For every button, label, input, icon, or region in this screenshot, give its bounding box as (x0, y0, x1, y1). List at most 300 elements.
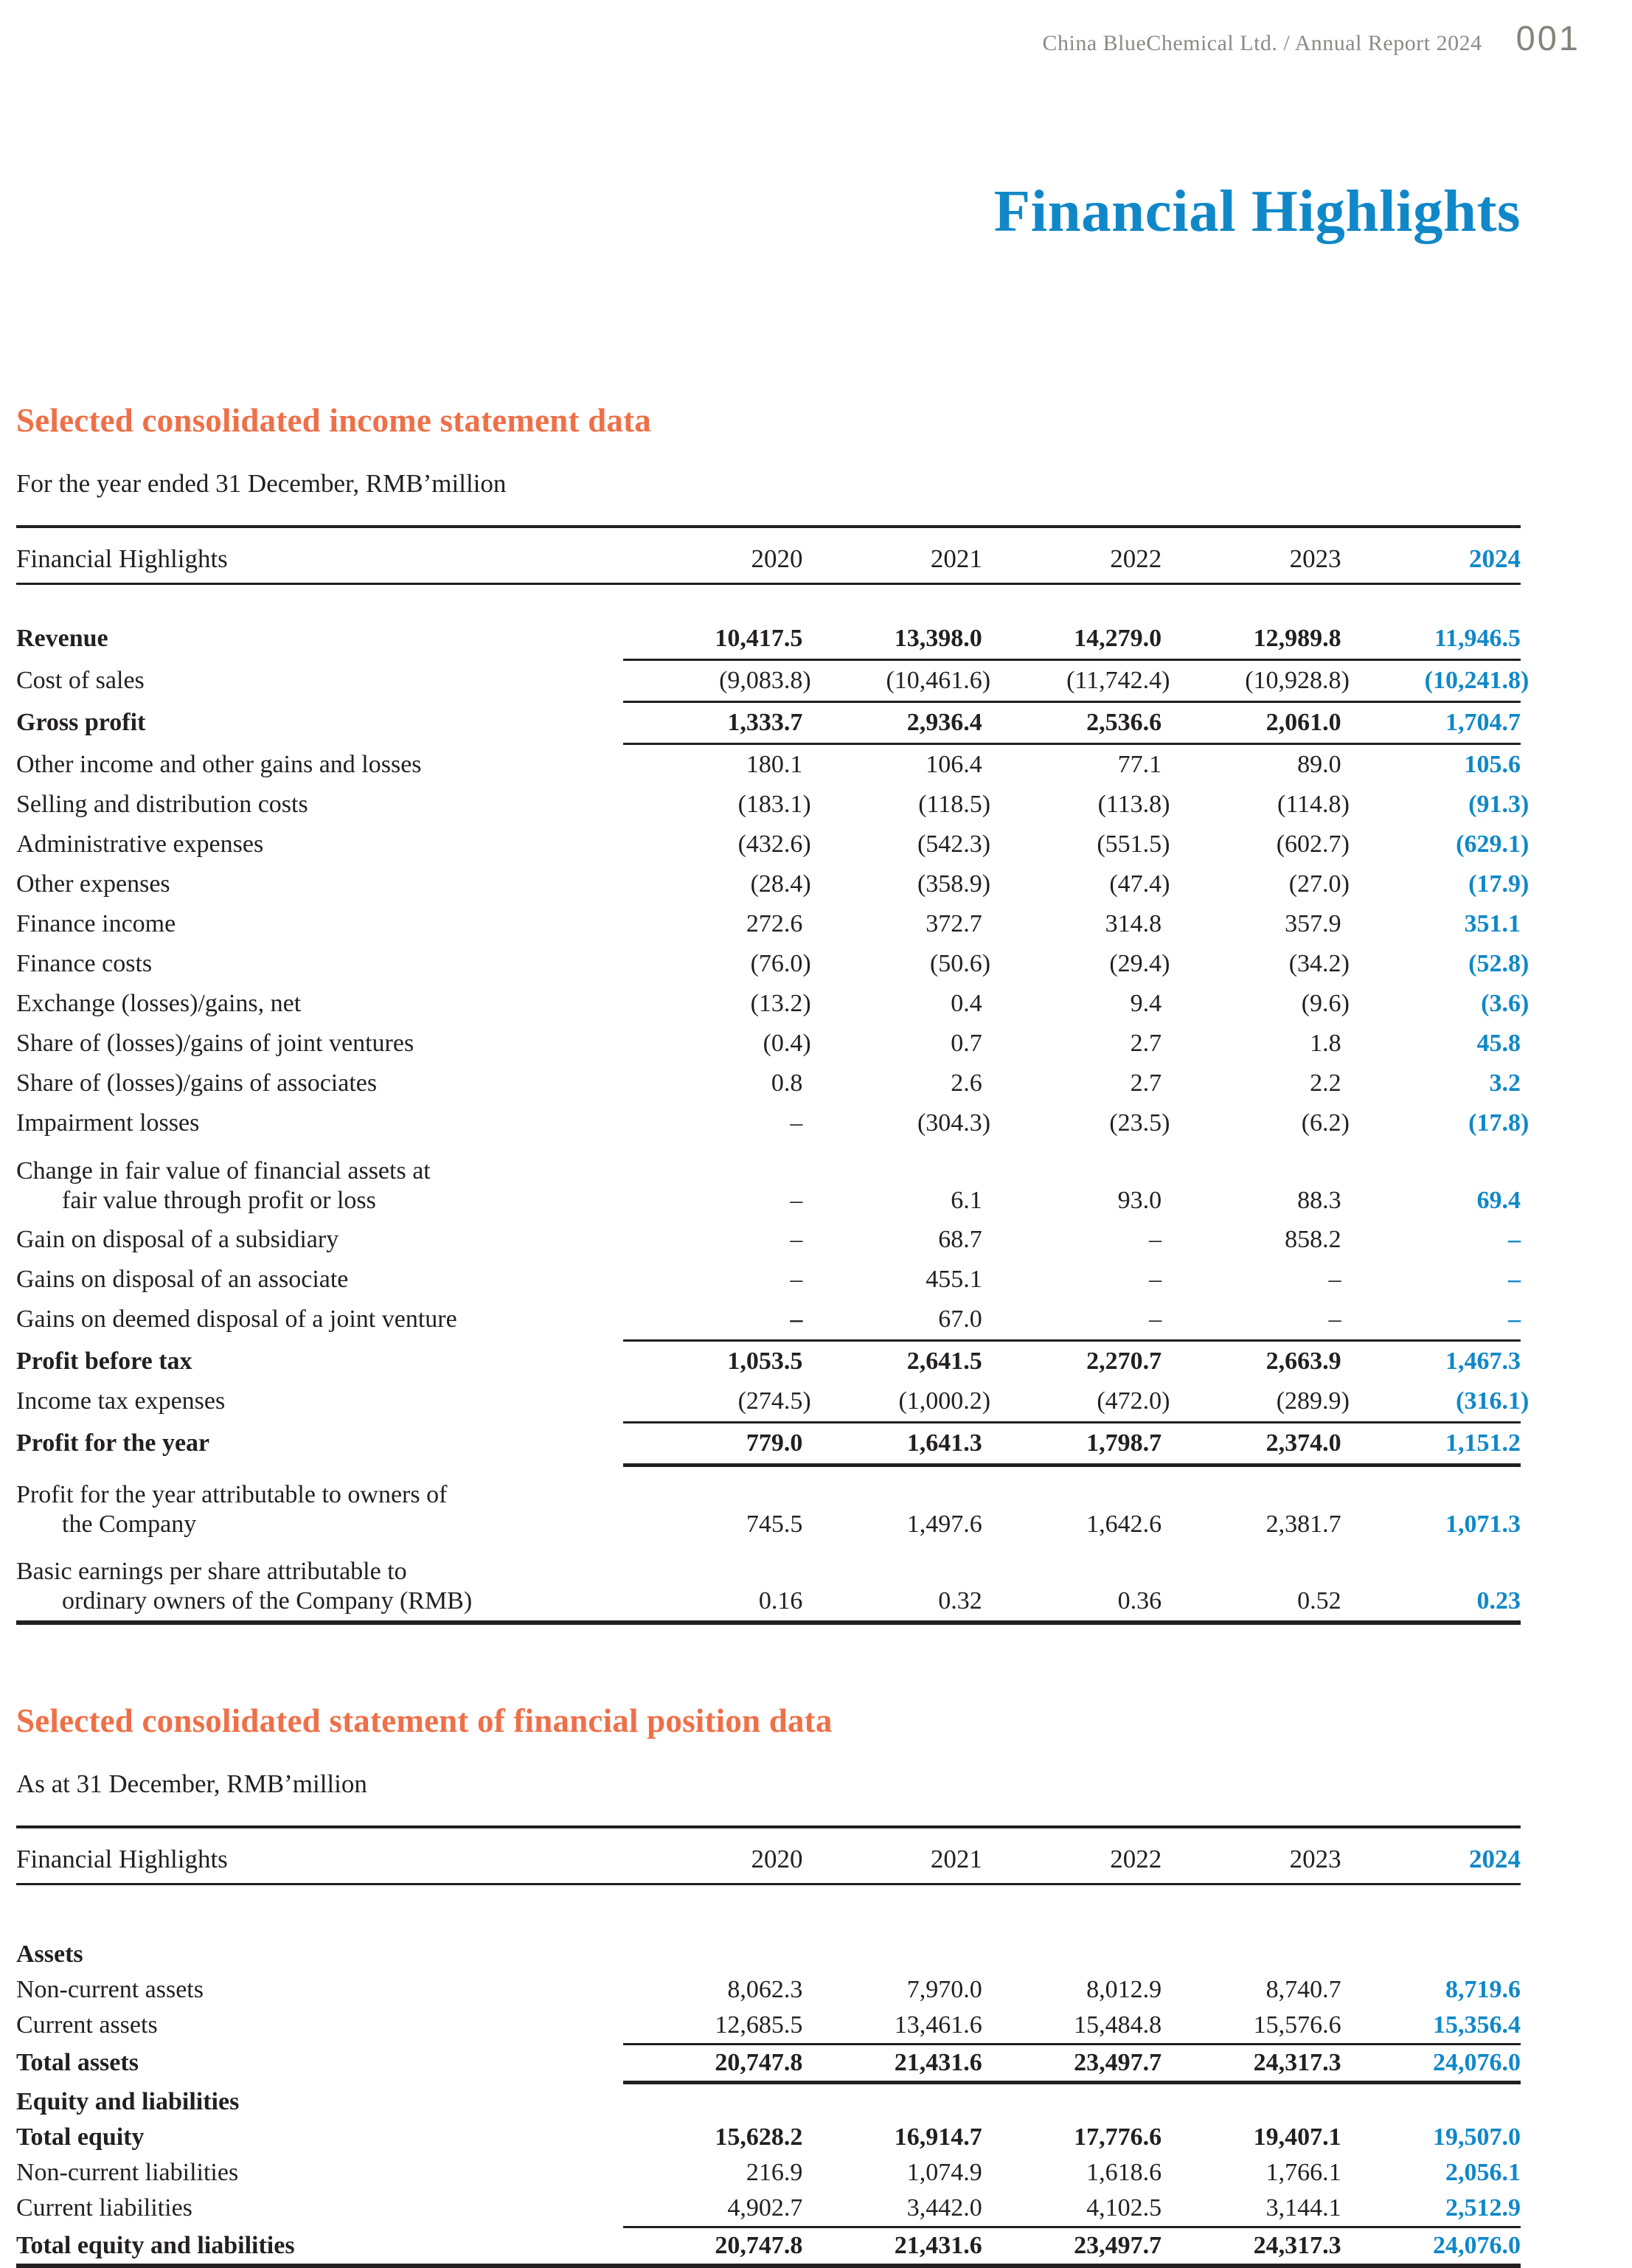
table-row (16, 1381, 1529, 1421)
value-cell: 0.8 (771, 1069, 803, 1097)
hanging-paren: ) (1341, 830, 1350, 858)
value-cell: (289.9) (1162, 1387, 1341, 1416)
row-label-line1: Income tax expenses (16, 1387, 226, 1415)
hanging-paren: ) (982, 666, 991, 694)
value-cell: 19,407.1 (1253, 2123, 1341, 2151)
report-breadcrumb: China BlueChemical Ltd. / Annual Report 2024 (1042, 31, 1482, 55)
value-cell: (10,241.8) (1341, 666, 1521, 696)
hanging-paren: ) (982, 830, 991, 858)
row-label-line1: Selling and distribution costs (16, 790, 308, 818)
value-cell: 0.32 (938, 1586, 982, 1615)
value-cell: (113.8) (982, 790, 1162, 819)
table-label-header: Financial Highlights (16, 1844, 228, 1873)
value-cell: 15,484.8 (1074, 2011, 1162, 2039)
row-label (16, 2231, 623, 2261)
value-cell: – (1507, 1305, 1521, 1333)
value-cell: (47.4) (982, 870, 1162, 899)
row-label (16, 2194, 623, 2223)
row-label (16, 1069, 623, 1098)
value-cell: 20,747.8 (715, 2048, 803, 2076)
value-cell: (3.6) (1341, 989, 1521, 1019)
value-cell: (602.7) (1162, 830, 1341, 859)
row-label-line2: fair value through profit or loss (62, 1186, 376, 1214)
value-cell: 8,062.3 (727, 1975, 803, 2003)
row-label-line1: Profit for the year (16, 1429, 210, 1457)
value-cell: 1,333.7 (727, 708, 803, 736)
row-label-line1: Current liabilities (16, 2194, 192, 2222)
table-row (16, 1024, 1521, 1064)
value-cell: (27.0) (1162, 870, 1341, 899)
value-cell: 19,507.0 (1432, 2123, 1521, 2151)
row-label (16, 2011, 623, 2040)
value-cell: 93.0 (1117, 1186, 1162, 1214)
table-row (16, 984, 1529, 1024)
section-0 (16, 391, 1529, 1625)
value-cell: 6.1 (951, 1186, 982, 1214)
hanging-paren: ) (982, 1109, 991, 1137)
value-cell: 24,076.0 (1432, 2231, 1521, 2259)
hanging-paren: ) (1520, 949, 1529, 977)
value-cell: 1,074.9 (906, 2158, 982, 2186)
value-cell: (17.9) (1341, 870, 1521, 899)
value-cell: (17.8) (1341, 1109, 1521, 1138)
value-cell: (629.1) (1341, 830, 1521, 859)
value-cell: 15,576.6 (1253, 2011, 1341, 2039)
table-spacer (16, 585, 1521, 619)
value-cell: 357.9 (1285, 909, 1341, 937)
value-cell: (50.6) (802, 949, 982, 979)
value-cell: 4,902.7 (727, 2194, 803, 2222)
row-label-line1: Other expenses (16, 870, 170, 898)
table-header-row (16, 1828, 1521, 1883)
value-cell: 7,970.0 (906, 1975, 982, 2003)
value-cell: 9.4 (1130, 989, 1162, 1017)
value-cell: (9.6) (1162, 989, 1341, 1019)
row-label-line1: Gains on disposal of an associate (16, 1265, 349, 1293)
table-row (16, 2228, 1521, 2264)
value-cell: (114.8) (1162, 790, 1341, 819)
value-cell: 745.5 (746, 1510, 803, 1538)
value-cell: 1,798.7 (1086, 1429, 1162, 1457)
value-cell: 105.6 (1464, 750, 1521, 778)
value-cell: 2.7 (1130, 1029, 1162, 1057)
table-row (16, 785, 1529, 825)
table-row (16, 1064, 1521, 1103)
value-cell: – (1149, 1265, 1162, 1293)
year-header-2023: 2023 (1289, 1844, 1341, 1873)
value-cell: 21,431.6 (894, 2231, 982, 2259)
table-row (16, 904, 1521, 944)
value-cell: 77.1 (1117, 750, 1162, 778)
value-cell: 314.8 (1105, 909, 1162, 937)
year-header-2024: 2024 (1469, 544, 1521, 573)
value-cell: (6.2) (1162, 1109, 1341, 1138)
row-label (16, 830, 623, 859)
hanging-paren: ) (1162, 666, 1170, 694)
value-cell: 372.7 (926, 909, 982, 937)
row-label (16, 666, 623, 696)
hanging-paren: ) (1162, 1387, 1170, 1415)
year-header-2022: 2022 (1110, 1844, 1162, 1873)
value-cell: 21,431.6 (894, 2048, 982, 2076)
value-cell: 2,936.4 (906, 708, 982, 736)
row-label-line1: Assets (16, 1940, 83, 1968)
value-cell: (76.0) (623, 949, 802, 979)
value-cell: – (790, 1186, 803, 1214)
value-cell: 16,914.7 (894, 2123, 982, 2151)
value-cell: 12,989.8 (1253, 624, 1341, 652)
value-cell: 8,012.9 (1086, 1975, 1162, 2003)
row-label (16, 1305, 623, 1334)
row-label (16, 1480, 623, 1539)
value-cell: 3.2 (1489, 1069, 1521, 1097)
value-cell: 0.36 (1117, 1586, 1162, 1615)
value-cell: 1,618.6 (1086, 2158, 1162, 2186)
row-label-line2: the Company (62, 1510, 197, 1538)
value-cell: – (1507, 1225, 1521, 1253)
value-cell: 180.1 (746, 750, 803, 778)
section-heading: Selected consolidated income statement data (16, 402, 651, 439)
row-label-line1: Total equity (16, 2123, 145, 2151)
value-cell: – (1507, 1265, 1521, 1293)
row-label-line1: Change in fair value of financial assets at (16, 1156, 431, 1185)
value-cell: (23.5) (982, 1109, 1162, 1138)
row-label (16, 750, 623, 780)
value-cell: – (790, 1265, 803, 1293)
table-row (16, 2191, 1521, 2226)
row-label (16, 2087, 623, 2117)
value-cell: 2.2 (1310, 1069, 1341, 1097)
value-cell: (183.1) (623, 790, 802, 819)
hanging-paren: ) (1520, 989, 1529, 1017)
value-cell: 88.3 (1297, 1186, 1341, 1214)
row-label-line1: Exchange (losses)/gains, net (16, 989, 302, 1017)
value-cell: 11,946.5 (1434, 624, 1521, 652)
value-cell: 24,076.0 (1432, 2048, 1521, 2076)
row-label (16, 1265, 623, 1294)
value-cell: (274.5) (623, 1387, 802, 1416)
row-label-line1: Total equity and liabilities (16, 2231, 295, 2259)
value-cell: (29.4) (982, 949, 1162, 979)
table-row (16, 1220, 1521, 1260)
hanging-paren: ) (1520, 666, 1529, 694)
table-label-header: Financial Highlights (16, 544, 228, 573)
value-cell: (11,742.4) (982, 666, 1162, 696)
value-cell: 13,461.6 (894, 2011, 982, 2039)
row-label (16, 1557, 623, 1616)
row-label (16, 1029, 623, 1058)
row-label (16, 2158, 623, 2188)
value-cell: 0.4 (951, 989, 982, 1017)
value-cell: 68.7 (938, 1225, 982, 1253)
value-cell: 15,356.4 (1432, 2011, 1521, 2039)
row-label-line1: Finance costs (16, 949, 153, 977)
year-header-2021: 2021 (930, 544, 982, 573)
hanging-paren: ) (1162, 870, 1170, 898)
row-label (16, 790, 623, 819)
table-bottom-rule (16, 2264, 1521, 2268)
hanging-paren: ) (1520, 870, 1529, 898)
row-label-line1: Basic earnings per share attributable to (16, 1557, 407, 1585)
row-label-line1: Administrative expenses (16, 830, 264, 858)
row-label (16, 1940, 623, 1969)
table-row (16, 1260, 1521, 1300)
row-label (16, 1429, 623, 1458)
value-cell: 1,704.7 (1445, 708, 1521, 736)
table-row (16, 864, 1529, 904)
row-label (16, 949, 623, 979)
row-label (16, 1387, 623, 1416)
table-row (16, 1143, 1521, 1220)
value-cell: 2,663.9 (1265, 1347, 1341, 1375)
hanging-paren: ) (802, 830, 811, 858)
hanging-paren: ) (802, 870, 811, 898)
value-cell: (304.3) (802, 1109, 982, 1138)
row-label-line1: Share of (losses)/gains of joint ventures (16, 1029, 414, 1057)
row-label (16, 1225, 623, 1255)
value-cell: (91.3) (1341, 790, 1521, 819)
value-cell: – (1328, 1265, 1341, 1293)
hanging-paren: ) (802, 989, 811, 1017)
value-cell: 2,061.0 (1265, 708, 1341, 736)
row-label-line1: Cost of sales (16, 666, 145, 694)
value-cell: 2.7 (1130, 1069, 1162, 1097)
year-header-2022: 2022 (1110, 544, 1162, 573)
value-cell: 2,641.5 (906, 1347, 982, 1375)
value-cell: 2,056.1 (1445, 2158, 1521, 2186)
hanging-paren: ) (982, 949, 991, 977)
value-cell: (1,000.2) (802, 1387, 982, 1416)
value-cell: 779.0 (746, 1429, 803, 1457)
row-label (16, 1347, 623, 1376)
row-label-line1: Share of (losses)/gains of associates (16, 1069, 378, 1097)
value-cell: 455.1 (926, 1265, 982, 1293)
hanging-paren: ) (1520, 1109, 1529, 1137)
row-label-line1: Gross profit (16, 708, 146, 736)
row-label-line1: Profit before tax (16, 1347, 192, 1375)
row-label-line1: Revenue (16, 624, 108, 652)
table-row (16, 1467, 1521, 1544)
hanging-paren: ) (1162, 830, 1170, 858)
value-cell: (52.8) (1341, 949, 1521, 979)
page-title: Financial Highlights (993, 178, 1521, 244)
value-cell: – (790, 1109, 803, 1137)
value-cell: 23,497.7 (1074, 2231, 1162, 2259)
year-header-2020: 2020 (751, 544, 803, 573)
value-cell: 2,512.9 (1445, 2194, 1521, 2222)
value-cell: 1,467.3 (1445, 1347, 1521, 1375)
value-cell: (10,461.6) (802, 666, 982, 696)
value-cell: 8,740.7 (1265, 1975, 1341, 2003)
hanging-paren: ) (1341, 666, 1350, 694)
hanging-paren: ) (982, 790, 991, 818)
value-cell: 2.6 (951, 1069, 982, 1097)
value-cell: 2,536.6 (1086, 708, 1162, 736)
value-cell: 1,071.3 (1445, 1510, 1521, 1538)
value-cell: – (790, 1225, 803, 1253)
row-label (16, 989, 623, 1019)
hanging-paren: ) (1162, 790, 1170, 818)
value-cell: (10,928.8) (1162, 666, 1341, 696)
value-cell: 4,102.5 (1086, 2194, 1162, 2222)
row-label (16, 2048, 623, 2078)
hanging-paren: ) (1520, 790, 1529, 818)
table-row (16, 1342, 1521, 1381)
table-header-row (16, 528, 1521, 583)
year-header-2020: 2020 (751, 1844, 803, 1873)
value-cell: – (1149, 1225, 1162, 1253)
table-row (16, 619, 1521, 659)
value-cell: 13,398.0 (894, 624, 982, 652)
hanging-paren: ) (1341, 1387, 1350, 1415)
row-label-line1: Profit for the year attributable to owners of (16, 1480, 448, 1508)
value-cell: 23,497.7 (1074, 2048, 1162, 2076)
hanging-paren: ) (1520, 1387, 1529, 1415)
row-label-line1: Current assets (16, 2011, 158, 2039)
table-row (16, 1937, 1521, 1972)
value-cell: 272.6 (746, 909, 803, 937)
value-cell: 0.52 (1297, 1586, 1341, 1615)
row-label (16, 708, 623, 738)
hanging-paren: ) (802, 1029, 811, 1057)
value-cell: 67.0 (938, 1305, 982, 1333)
row-label-line2: ordinary owners of the Company (RMB) (62, 1586, 473, 1615)
section-heading: Selected consolidated statement of financial position data (16, 1702, 833, 1739)
value-cell: (118.5) (802, 790, 982, 819)
table-row (16, 2045, 1521, 2081)
hanging-paren: ) (1162, 949, 1170, 977)
financial-table (16, 525, 1529, 1625)
row-label-line1: Total assets (16, 2048, 139, 2076)
value-cell: 0.23 (1476, 1586, 1521, 1615)
hanging-paren: ) (1520, 830, 1529, 858)
table-row (16, 661, 1529, 701)
hanging-paren: ) (1162, 1109, 1170, 1137)
value-cell: – (790, 1305, 803, 1333)
table-row (16, 2155, 1521, 2191)
section-subtitle: As at 31 December, RMB’million (16, 1769, 367, 1798)
page-number: 001 (1515, 18, 1580, 58)
value-cell: 10,417.5 (715, 624, 803, 652)
value-cell: (9,083.8) (623, 666, 802, 696)
row-label (16, 1156, 623, 1216)
value-cell: (28.4) (623, 870, 802, 899)
hanging-paren: ) (1341, 870, 1350, 898)
row-label-line1: Non-current assets (16, 1975, 204, 2003)
hanging-paren: ) (802, 790, 811, 818)
section-1 (16, 1625, 1521, 2268)
value-cell: 14,279.0 (1074, 624, 1162, 652)
value-cell: – (1149, 1305, 1162, 1333)
year-header-2023: 2023 (1289, 544, 1341, 573)
value-cell: 351.1 (1464, 909, 1521, 937)
value-cell: (472.0) (982, 1387, 1162, 1416)
row-label-line1: Impairment losses (16, 1109, 200, 1137)
value-cell: 45.8 (1476, 1029, 1521, 1057)
value-cell: 1,151.2 (1445, 1429, 1521, 1457)
page-header (1042, 18, 1580, 58)
page-content (16, 391, 1529, 2268)
hanging-paren: ) (802, 949, 811, 977)
table-row (16, 1423, 1521, 1463)
hanging-paren: ) (982, 870, 991, 898)
value-cell: 20,747.8 (715, 2231, 803, 2259)
value-cell: 1,497.6 (906, 1510, 982, 1538)
value-cell: 24,317.3 (1253, 2231, 1341, 2259)
table-row (16, 2084, 1521, 2120)
value-cell: (316.1) (1341, 1387, 1521, 1416)
row-label (16, 2123, 623, 2152)
year-header-2021: 2021 (930, 1844, 982, 1873)
value-cell: 89.0 (1297, 750, 1341, 778)
row-label (16, 624, 623, 653)
table-row (16, 1300, 1521, 1339)
table-spacer (16, 1885, 1521, 1937)
value-cell: 1.8 (1310, 1029, 1341, 1057)
value-cell: (0.4) (623, 1029, 802, 1058)
table-row (16, 1972, 1521, 2008)
row-label-line1: Gains on deemed disposal of a joint venture (16, 1305, 457, 1333)
value-cell: 1,053.5 (727, 1347, 803, 1375)
table-row (16, 1103, 1529, 1143)
value-cell: (432.6) (623, 830, 802, 859)
value-cell: 216.9 (746, 2158, 803, 2186)
row-label-line1: Other income and other gains and losses (16, 750, 422, 778)
value-cell: 2,381.7 (1265, 1510, 1341, 1538)
value-cell: 69.4 (1476, 1186, 1521, 1214)
value-cell: 17,776.6 (1074, 2123, 1162, 2151)
value-cell: 24,317.3 (1253, 2048, 1341, 2076)
row-label-line1: Finance income (16, 909, 176, 937)
value-cell: 106.4 (926, 750, 982, 778)
table-row (16, 2120, 1521, 2155)
value-cell: 1,642.6 (1086, 1510, 1162, 1538)
value-cell: 0.16 (758, 1586, 803, 1615)
table-row (16, 703, 1521, 743)
hanging-paren: ) (982, 1387, 991, 1415)
value-cell: 858.2 (1285, 1225, 1341, 1253)
table-row (16, 825, 1529, 864)
value-cell: 12,685.5 (715, 2011, 803, 2039)
table-row (16, 944, 1529, 984)
hanging-paren: ) (1341, 790, 1350, 818)
row-label (16, 909, 623, 939)
value-cell: 8,719.6 (1445, 1975, 1521, 2003)
table-row (16, 745, 1521, 785)
section-subtitle: For the year ended 31 December, RMB’million (16, 469, 507, 498)
value-cell: (551.5) (982, 830, 1162, 859)
hanging-paren: ) (1341, 989, 1350, 1017)
value-cell: 2,270.7 (1086, 1347, 1162, 1375)
value-cell: 3,144.1 (1265, 2194, 1341, 2222)
table-row (16, 1544, 1521, 1620)
table-row (16, 2008, 1521, 2043)
value-cell: 0.7 (951, 1029, 982, 1057)
value-cell: 1,766.1 (1265, 2158, 1341, 2186)
hanging-paren: ) (802, 1387, 811, 1415)
hanging-paren: ) (1341, 1109, 1350, 1137)
value-cell: 3,442.0 (906, 2194, 982, 2222)
row-label-line1: Equity and liabilities (16, 2087, 240, 2115)
value-cell: – (1328, 1305, 1341, 1333)
value-cell: (13.2) (623, 989, 802, 1019)
value-cell: 15,628.2 (715, 2123, 803, 2151)
hanging-paren: ) (1341, 949, 1350, 977)
value-cell: (34.2) (1162, 949, 1341, 979)
row-label (16, 1975, 623, 2005)
value-cell: 2,374.0 (1265, 1429, 1341, 1457)
value-cell: 1,641.3 (906, 1429, 982, 1457)
